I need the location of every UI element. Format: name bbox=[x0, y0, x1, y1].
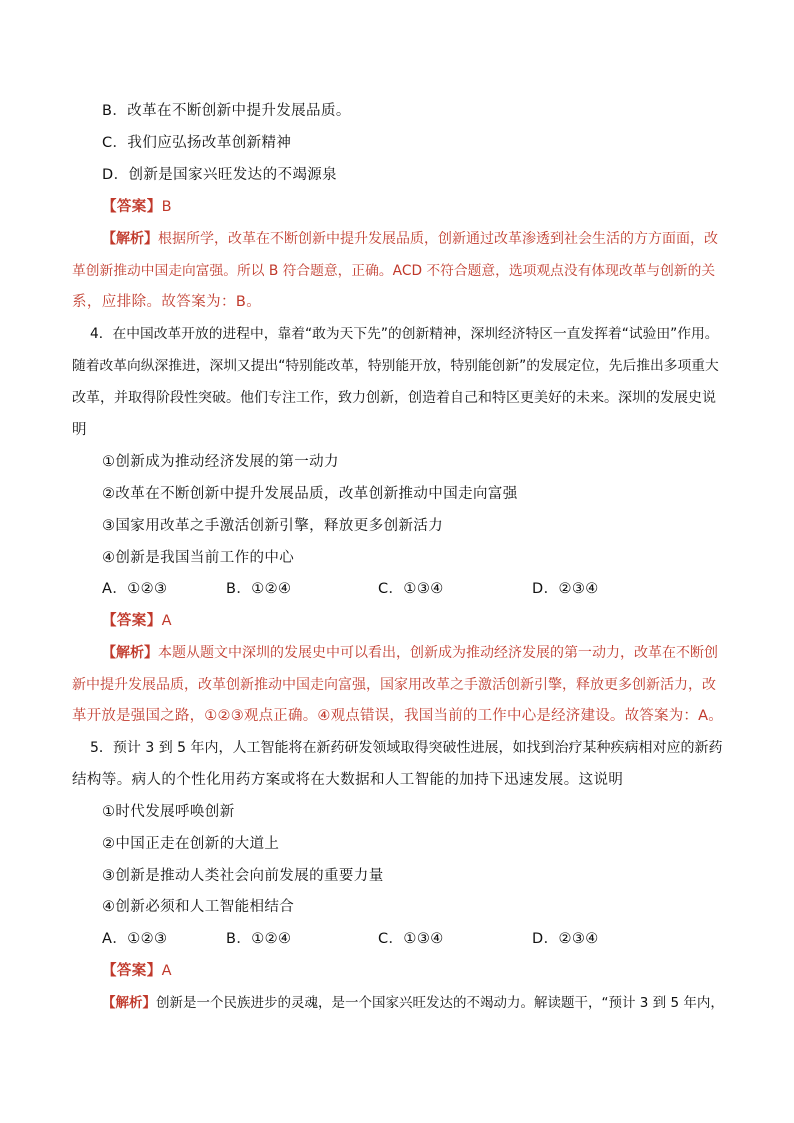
analysis-text: 本题从题文中深圳的发展史中可以看出，创新成为推动经济发展的第一动力，改革在不断创 bbox=[158, 645, 718, 661]
analysis-text: 根据所学，改革在不断创新中提升发展品质，创新通过改革渗透到社会生活的方方面面，改 bbox=[158, 231, 718, 247]
q4-stem-line-2: 随着改革向纵深推进，深圳又提出“特别能改革，特别能开放，特别能创新”的发展定位，先后推出多项重大 bbox=[72, 358, 719, 374]
answer-label: 【答案】 bbox=[102, 963, 162, 979]
q4-stem-line-4: 明 bbox=[72, 422, 87, 438]
q4-statement-2: ②改革在不断创新中提升发展品质，改革创新推动中国走向富强 bbox=[102, 486, 518, 502]
q4-stem-line-1: 4．在中国改革开放的进程中，靠着“敢为天下先”的创新精神，深圳经济特区一直发挥着“试验田”作用。 bbox=[90, 326, 719, 342]
q5-choice-c: C．①③④ bbox=[378, 931, 444, 947]
q3-analysis-line-1 bbox=[102, 229, 724, 249]
q3-option-c: C．我们应弘扬改革创新精神 bbox=[102, 135, 292, 151]
q4-choice-b: B．①②④ bbox=[226, 581, 292, 597]
q5-statement-4: ④创新必须和人工智能相结合 bbox=[102, 899, 295, 915]
q5-stem-line-2: 结构等。病人的个性化用药方案或将在大数据和人工智能的加持下迅速发展。这说明 bbox=[72, 772, 624, 788]
q5-choice-b: B．①②④ bbox=[226, 931, 292, 947]
q4-statement-4: ④创新是我国当前工作的中心 bbox=[102, 550, 295, 566]
q5-statement-2: ②中国正走在创新的大道上 bbox=[102, 836, 280, 852]
q3-option-d: D．创新是国家兴旺发达的不竭源泉 bbox=[102, 167, 338, 183]
analysis-label: 【解析】 bbox=[102, 995, 156, 1011]
q4-answer bbox=[102, 611, 724, 631]
q3-answer bbox=[102, 197, 724, 217]
q5-answer bbox=[102, 961, 724, 981]
analysis-label: 【解析】 bbox=[102, 645, 158, 661]
answer-value: A bbox=[161, 613, 172, 629]
q3-analysis-line-3: 系，应排除。故答案为：B。 bbox=[72, 294, 262, 310]
q5-choice-d: D．②③④ bbox=[532, 931, 599, 947]
q5-statement-3: ③创新是推动人类社会向前发展的重要力量 bbox=[102, 868, 384, 884]
q4-statement-3: ③国家用改革之手激活创新引擎，释放更多创新活力 bbox=[102, 518, 444, 534]
q5-statement-1: ①时代发展呼唤创新 bbox=[102, 804, 235, 820]
q4-analysis-line-1 bbox=[102, 643, 724, 663]
q3-analysis-line-2: 革创新推动中国走向富强。所以 B 符合题意，正确。ACD 不符合题意，选项观点没有体现改革与创新的关 bbox=[72, 263, 716, 279]
q5-analysis-line-1 bbox=[102, 993, 724, 1013]
analysis-label: 【解析】 bbox=[102, 231, 158, 247]
q4-analysis-line-2: 新中提升发展品质，改革创新推动中国走向富强，国家用改革之手激活创新引擎，释放更多创新活力，改 bbox=[72, 677, 716, 693]
q4-statement-1: ①创新成为推动经济发展的第一动力 bbox=[102, 454, 339, 470]
q4-analysis-line-3: 革开放是强国之路，①②③观点正确。④观点错误，我国当前的工作中心是经济建设。故答案为：A。 bbox=[72, 708, 723, 724]
q4-choice-c: C．①③④ bbox=[378, 581, 444, 597]
answer-value: A bbox=[161, 963, 172, 979]
analysis-text: 创新是一个民族进步的灵魂，是一个国家兴旺发达的不竭动力。解读题干，“预计 3 到 5 年内， bbox=[156, 995, 724, 1011]
answer-value: B bbox=[161, 199, 172, 215]
q3-option-b: B．改革在不断创新中提升发展品质。 bbox=[102, 103, 351, 119]
q4-choice-a: A．①②③ bbox=[102, 581, 168, 597]
answer-label: 【答案】 bbox=[102, 199, 162, 215]
q4-choice-d: D．②③④ bbox=[532, 581, 599, 597]
answer-label: 【答案】 bbox=[102, 613, 162, 629]
q5-choice-a: A．①②③ bbox=[102, 931, 168, 947]
q5-stem-line-1: 5．预计 3 到 5 年内，人工智能将在新药研发领域取得突破性进展，如找到治疗某种疾病相对应的新药 bbox=[90, 740, 723, 756]
q4-stem-line-3: 改革，并取得阶段性突破。他们专注工作，致力创新，创造着自己和特区更美好的未来。深圳的发展史说 bbox=[72, 390, 716, 406]
